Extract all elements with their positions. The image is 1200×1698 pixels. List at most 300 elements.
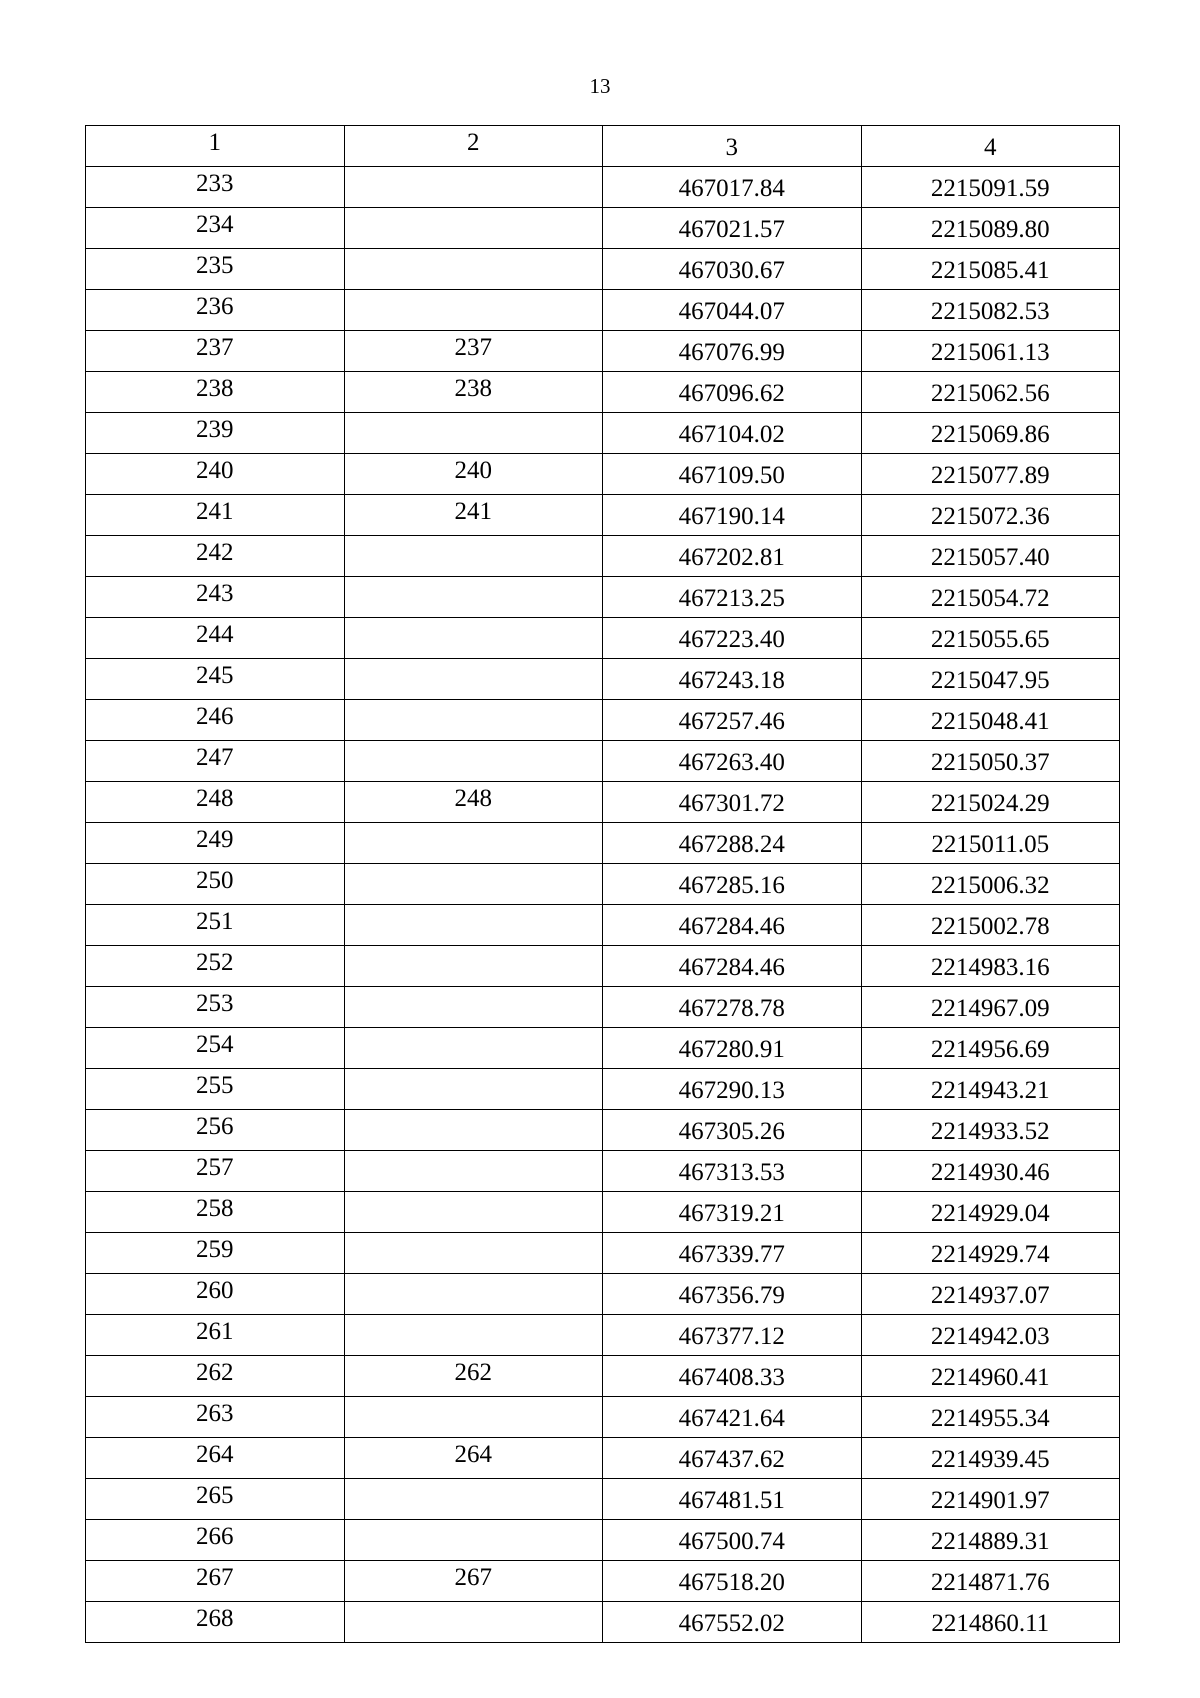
table-row [86,1561,1120,1602]
marker-cell [344,864,603,905]
x-coordinate-cell-text: 467552.02 [678,1610,785,1637]
x-coordinate-cell [603,1233,862,1274]
y-coordinate-cell [861,454,1120,495]
x-coordinate-cell-text: 467076.99 [678,339,785,366]
point-number-cell [86,1028,345,1069]
table-row [86,1192,1120,1233]
y-coordinate-cell [861,495,1120,536]
y-coordinate-cell-text: 2214956.69 [930,1036,1050,1063]
marker-cell [344,905,603,946]
y-coordinate-cell-text: 2215085.41 [930,257,1050,284]
point-number-cell-text: 252 [196,949,234,976]
x-coordinate-cell-text: 467339.77 [678,1241,785,1268]
marker-cell [344,372,603,413]
x-coordinate-cell-text: 467044.07 [678,298,785,325]
x-coordinate-cell-text: 467278.78 [678,995,785,1022]
y-coordinate-cell-text: 2214937.07 [930,1282,1050,1309]
point-number-cell [86,905,345,946]
point-number-cell [86,249,345,290]
marker-cell [344,987,603,1028]
point-number-cell-text: 244 [196,621,234,648]
x-coordinate-cell [603,1110,862,1151]
x-coordinate-cell-text: 467017.84 [678,175,785,202]
marker-cell [344,1028,603,1069]
x-coordinate-cell [603,331,862,372]
marker-cell [344,1438,603,1479]
y-coordinate-cell-text: 2215061.13 [930,339,1050,366]
marker-cell [344,1561,603,1602]
x-coordinate-cell [603,249,862,290]
marker-cell [344,618,603,659]
y-coordinate-cell-text: 2215024.29 [930,790,1050,817]
point-number-cell-text: 265 [196,1482,234,1509]
y-coordinate-cell [861,864,1120,905]
point-number-cell [86,454,345,495]
table-row [86,1151,1120,1192]
point-number-cell-text: 256 [196,1113,234,1140]
point-number-cell-text: 255 [196,1072,234,1099]
x-coordinate-cell [603,1356,862,1397]
point-number-cell [86,1069,345,1110]
point-number-cell-text: 237 [196,334,234,361]
x-coordinate-cell-text: 467301.72 [678,790,785,817]
x-coordinate-cell-text: 467257.46 [678,708,785,735]
y-coordinate-cell-text: 2215055.65 [930,626,1050,653]
table-row [86,290,1120,331]
x-coordinate-cell [603,1028,862,1069]
point-number-cell [86,577,345,618]
x-coordinate-cell-text: 467202.81 [678,544,785,571]
y-coordinate-cell [861,1151,1120,1192]
y-coordinate-cell-text: 2215006.32 [930,872,1050,899]
point-number-cell [86,290,345,331]
table-row [86,413,1120,454]
x-coordinate-cell [603,290,862,331]
point-number-cell [86,659,345,700]
y-coordinate-cell [861,331,1120,372]
y-coordinate-cell [861,700,1120,741]
y-coordinate-cell [861,577,1120,618]
x-coordinate-cell-text: 467284.46 [678,954,785,981]
y-coordinate-cell [861,249,1120,290]
table-row [86,659,1120,700]
table-row [86,618,1120,659]
table-body [86,167,1120,1643]
table-row [86,208,1120,249]
marker-cell [344,167,603,208]
y-coordinate-cell-text: 2215002.78 [930,913,1050,940]
y-coordinate-cell [861,1069,1120,1110]
y-coordinate-cell-text: 2215050.37 [930,749,1050,776]
point-number-cell [86,864,345,905]
header-row [86,126,1120,167]
table-row [86,1069,1120,1110]
point-number-cell [86,413,345,454]
y-coordinate-cell-text: 2214939.45 [930,1446,1050,1473]
point-number-cell-text: 258 [196,1195,234,1222]
table-row [86,1274,1120,1315]
y-coordinate-cell [861,1356,1120,1397]
point-number-cell-text: 239 [196,416,234,443]
x-coordinate-cell [603,946,862,987]
x-coordinate-cell-text: 467437.62 [678,1446,785,1473]
y-coordinate-cell-text: 2214983.16 [930,954,1050,981]
table-row [86,1438,1120,1479]
x-coordinate-cell-text: 467030.67 [678,257,785,284]
y-coordinate-cell [861,1438,1120,1479]
point-number-cell [86,331,345,372]
point-number-cell-text: 250 [196,867,234,894]
x-coordinate-cell [603,454,862,495]
y-coordinate-cell-text: 2214901.97 [930,1487,1050,1514]
y-coordinate-cell [861,1561,1120,1602]
x-coordinate-cell [603,1561,862,1602]
point-number-cell [86,1315,345,1356]
point-number-cell [86,1397,345,1438]
point-number-cell [86,495,345,536]
x-coordinate-cell [603,700,862,741]
marker-cell [344,1069,603,1110]
point-number-cell-text: 235 [196,252,234,279]
point-number-cell-text: 236 [196,293,234,320]
table-row [86,823,1120,864]
point-number-cell-text: 246 [196,703,234,730]
header-cell-2 [344,126,603,167]
point-number-cell [86,372,345,413]
y-coordinate-cell-text: 2214967.09 [930,995,1050,1022]
y-coordinate-cell [861,987,1120,1028]
point-number-cell [86,208,345,249]
point-number-cell-text: 267 [196,1564,234,1591]
marker-cell [344,1479,603,1520]
table-row [86,1479,1120,1520]
y-coordinate-cell-text: 2215047.95 [930,667,1050,694]
x-coordinate-cell-text: 467285.16 [678,872,785,899]
table-row [86,1520,1120,1561]
y-coordinate-cell-text: 2215077.89 [930,462,1050,489]
x-coordinate-cell [603,1192,862,1233]
marker-cell-text: 248 [454,785,492,812]
marker-cell [344,208,603,249]
y-coordinate-cell [861,536,1120,577]
y-coordinate-cell-text: 2215062.56 [930,380,1050,407]
point-number-cell-text: 261 [196,1318,234,1345]
table-row [86,577,1120,618]
point-number-cell-text: 264 [196,1441,234,1468]
y-coordinate-cell [861,1233,1120,1274]
y-coordinate-cell [861,1602,1120,1643]
x-coordinate-cell-text: 467408.33 [678,1364,785,1391]
marker-cell-text: 238 [454,375,492,402]
x-coordinate-cell [603,618,862,659]
point-number-cell-text: 257 [196,1154,234,1181]
point-number-cell [86,536,345,577]
table-row [86,700,1120,741]
header-cell-3 [603,126,862,167]
table-row [86,905,1120,946]
table-row [86,1233,1120,1274]
point-number-cell-text: 234 [196,211,234,238]
y-coordinate-cell [861,1110,1120,1151]
marker-cell [344,1233,603,1274]
point-number-cell-text: 259 [196,1236,234,1263]
y-coordinate-cell [861,1315,1120,1356]
x-coordinate-cell [603,905,862,946]
point-number-cell-text: 262 [196,1359,234,1386]
marker-cell [344,659,603,700]
point-number-cell [86,1520,345,1561]
y-coordinate-cell [861,741,1120,782]
y-coordinate-cell [861,413,1120,454]
point-number-cell-text: 233 [196,170,234,197]
marker-cell [344,249,603,290]
x-coordinate-cell [603,864,862,905]
y-coordinate-cell [861,1479,1120,1520]
y-coordinate-cell [861,1397,1120,1438]
table-row [86,331,1120,372]
y-coordinate-cell [861,1520,1120,1561]
point-number-cell [86,1561,345,1602]
y-coordinate-cell [861,167,1120,208]
marker-cell-text: 240 [454,457,492,484]
table-row [86,1397,1120,1438]
x-coordinate-cell [603,1274,862,1315]
y-coordinate-cell [861,372,1120,413]
x-coordinate-cell-text: 467500.74 [678,1528,785,1555]
marker-cell [344,1274,603,1315]
y-coordinate-cell-text: 2214860.11 [931,1610,1050,1637]
y-coordinate-cell-text: 2214930.46 [930,1159,1050,1186]
y-coordinate-cell [861,905,1120,946]
table-row [86,249,1120,290]
header-cell-2-text: 2 [467,129,480,156]
marker-cell [344,577,603,618]
y-coordinate-cell-text: 2215091.59 [930,175,1050,202]
marker-cell [344,700,603,741]
y-coordinate-cell-text: 2214889.31 [930,1528,1050,1555]
marker-cell-text: 267 [454,1564,492,1591]
table-row [86,1602,1120,1643]
table-row [86,864,1120,905]
point-number-cell [86,1151,345,1192]
marker-cell [344,1520,603,1561]
x-coordinate-cell-text: 467288.24 [678,831,785,858]
header-cell-1-text: 1 [208,129,221,156]
marker-cell [344,290,603,331]
x-coordinate-cell-text: 467109.50 [678,462,785,489]
point-number-cell [86,987,345,1028]
x-coordinate-cell [603,782,862,823]
y-coordinate-cell-text: 2215011.05 [931,831,1050,858]
x-coordinate-cell [603,1151,862,1192]
table-row [86,1356,1120,1397]
table-row [86,946,1120,987]
point-number-cell-text: 247 [196,744,234,771]
x-coordinate-cell-text: 467263.40 [678,749,785,776]
marker-cell-text: 237 [454,334,492,361]
x-coordinate-cell [603,577,862,618]
x-coordinate-cell-text: 467377.12 [678,1323,785,1350]
x-coordinate-cell-text: 467190.14 [678,503,785,530]
x-coordinate-cell [603,1069,862,1110]
x-coordinate-cell [603,372,862,413]
marker-cell-text: 264 [454,1441,492,1468]
x-coordinate-cell-text: 467319.21 [678,1200,785,1227]
y-coordinate-cell [861,1028,1120,1069]
x-coordinate-cell-text: 467356.79 [678,1282,785,1309]
point-number-cell-text: 243 [196,580,234,607]
y-coordinate-cell-text: 2215054.72 [930,585,1050,612]
y-coordinate-cell-text: 2214943.21 [930,1077,1050,1104]
table-row [86,1028,1120,1069]
y-coordinate-cell-text: 2215048.41 [930,708,1050,735]
x-coordinate-cell [603,413,862,454]
y-coordinate-cell-text: 2214929.74 [930,1241,1050,1268]
y-coordinate-cell [861,618,1120,659]
x-coordinate-cell-text: 467213.25 [678,585,785,612]
y-coordinate-cell-text: 2215069.86 [930,421,1050,448]
marker-cell [344,331,603,372]
table-row [86,987,1120,1028]
x-coordinate-cell-text: 467223.40 [678,626,785,653]
point-number-cell [86,1110,345,1151]
point-number-cell-text: 249 [196,826,234,853]
point-number-cell-text: 240 [196,457,234,484]
x-coordinate-cell-text: 467421.64 [678,1405,785,1432]
x-coordinate-cell [603,987,862,1028]
point-number-cell [86,741,345,782]
y-coordinate-cell [861,290,1120,331]
marker-cell [344,495,603,536]
point-number-cell [86,167,345,208]
marker-cell [344,413,603,454]
x-coordinate-cell-text: 467481.51 [678,1487,785,1514]
table-row [86,536,1120,577]
x-coordinate-cell [603,1315,862,1356]
point-number-cell [86,823,345,864]
x-coordinate-cell-text: 467290.13 [678,1077,785,1104]
y-coordinate-cell-text: 2214942.03 [930,1323,1050,1350]
point-number-cell-text: 248 [196,785,234,812]
x-coordinate-cell [603,1397,862,1438]
point-number-cell-text: 242 [196,539,234,566]
table-row [86,741,1120,782]
marker-cell [344,1397,603,1438]
table-row [86,1110,1120,1151]
marker-cell [344,1110,603,1151]
point-number-cell-text: 245 [196,662,234,689]
table-row [86,167,1120,208]
point-number-cell [86,1438,345,1479]
x-coordinate-cell [603,1438,862,1479]
page-number: 13 [589,74,611,98]
marker-cell [344,1602,603,1643]
x-coordinate-cell [603,659,862,700]
x-coordinate-cell-text: 467280.91 [678,1036,785,1063]
x-coordinate-cell [603,208,862,249]
point-number-cell [86,1233,345,1274]
x-coordinate-cell-text: 467284.46 [678,913,785,940]
y-coordinate-cell [861,659,1120,700]
y-coordinate-cell-text: 2214960.41 [930,1364,1050,1391]
marker-cell [344,1356,603,1397]
marker-cell [344,946,603,987]
marker-cell [344,782,603,823]
marker-cell-text: 241 [454,498,492,525]
marker-cell [344,454,603,495]
header-cell-1 [86,126,345,167]
point-number-cell [86,1192,345,1233]
y-coordinate-cell [861,946,1120,987]
y-coordinate-cell [861,823,1120,864]
point-number-cell-text: 268 [196,1605,234,1632]
x-coordinate-cell [603,741,862,782]
point-number-cell [86,1356,345,1397]
point-number-cell-text: 251 [196,908,234,935]
marker-cell-text: 262 [454,1359,492,1386]
y-coordinate-cell [861,782,1120,823]
marker-cell [344,1315,603,1356]
x-coordinate-cell [603,536,862,577]
marker-cell [344,741,603,782]
point-number-cell [86,1602,345,1643]
header-cell-4 [861,126,1120,167]
y-coordinate-cell-text: 2215089.80 [930,216,1050,243]
y-coordinate-cell-text: 2215057.40 [930,544,1050,571]
y-coordinate-cell [861,1274,1120,1315]
point-number-cell [86,618,345,659]
x-coordinate-cell-text: 467104.02 [678,421,785,448]
marker-cell [344,823,603,864]
y-coordinate-cell [861,208,1120,249]
point-number-cell [86,700,345,741]
point-number-cell-text: 266 [196,1523,234,1550]
y-coordinate-cell-text: 2214955.34 [930,1405,1050,1432]
x-coordinate-cell-text: 467305.26 [678,1118,785,1145]
point-number-cell [86,946,345,987]
x-coordinate-cell [603,1602,862,1643]
x-coordinate-cell [603,1479,862,1520]
table-row [86,495,1120,536]
point-number-cell-text: 241 [196,498,234,525]
table-row [86,782,1120,823]
y-coordinate-cell-text: 2215082.53 [930,298,1050,325]
point-number-cell [86,1479,345,1520]
marker-cell [344,1192,603,1233]
y-coordinate-cell-text: 2214929.04 [930,1200,1050,1227]
x-coordinate-cell-text: 467313.53 [678,1159,785,1186]
header-cell-3-text: 3 [725,134,738,161]
coordinates-table [85,125,1120,1643]
point-number-cell-text: 263 [196,1400,234,1427]
point-number-cell-text: 254 [196,1031,234,1058]
point-number-cell-text: 253 [196,990,234,1017]
table-row [86,1315,1120,1356]
x-coordinate-cell-text: 467021.57 [678,216,785,243]
y-coordinate-cell-text: 2214871.76 [930,1569,1050,1596]
header-cell-4-text: 4 [984,134,997,161]
marker-cell [344,1151,603,1192]
x-coordinate-cell [603,495,862,536]
x-coordinate-cell-text: 467096.62 [678,380,785,407]
table-row [86,454,1120,495]
y-coordinate-cell-text: 2214933.52 [930,1118,1050,1145]
point-number-cell-text: 260 [196,1277,234,1304]
point-number-cell [86,782,345,823]
y-coordinate-cell-text: 2215072.36 [930,503,1050,530]
table-row [86,372,1120,413]
x-coordinate-cell-text: 467243.18 [678,667,785,694]
